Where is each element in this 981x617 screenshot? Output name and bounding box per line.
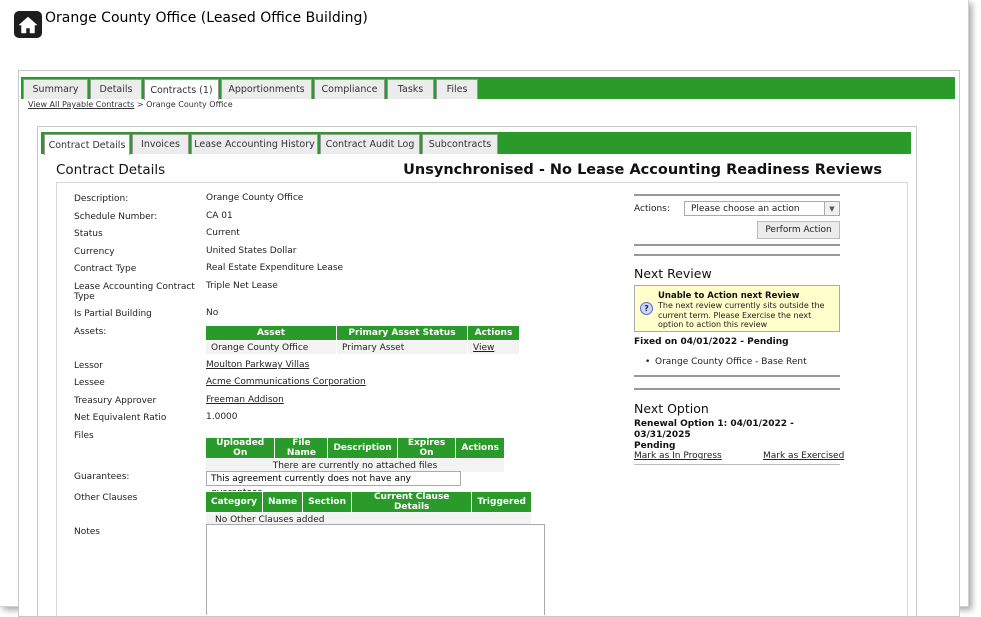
divider: [634, 194, 840, 196]
tab-contracts[interactable]: Contracts (1): [144, 79, 219, 100]
divider: [634, 464, 840, 465]
label-notes: Notes: [74, 527, 100, 537]
files-header-description: Description: [328, 438, 397, 459]
subtab-contract-details[interactable]: Contract Details: [44, 134, 130, 155]
divider: [634, 375, 840, 377]
value-contract-type: Real Estate Expenditure Lease: [206, 263, 344, 273]
clauses-header-triggered: Triggered: [472, 492, 532, 513]
tab-files[interactable]: Files: [436, 79, 478, 99]
view-asset-link[interactable]: View: [473, 342, 495, 353]
files-header-uploaded: Uploaded On: [206, 438, 275, 459]
clauses-table: [205, 491, 532, 527]
perform-action-button[interactable]: Perform Action: [757, 221, 840, 239]
label-treasury-approver: Treasury Approver: [74, 396, 157, 406]
label-partial-building: Is Partial Building: [74, 309, 152, 319]
lessee-link[interactable]: Acme Communications Corporation: [206, 377, 366, 387]
clauses-header-name: Name: [263, 492, 303, 513]
label-lessee: Lessee: [74, 378, 105, 388]
label-status: Status: [74, 229, 103, 239]
subtab-subcontracts[interactable]: Subcontracts: [422, 134, 498, 154]
asset-status: Primary Asset: [337, 341, 468, 355]
option-line-1: Renewal Option 1: 04/01/2022 -: [634, 419, 794, 429]
subtab-contract-audit-log[interactable]: Contract Audit Log: [320, 134, 420, 154]
value-partial-building: No: [206, 308, 219, 318]
label-other-clauses: Other Clauses: [74, 493, 138, 503]
breadcrumb-link-payable-contracts[interactable]: View All Payable Contracts: [28, 100, 135, 109]
label-schedule-number: Schedule Number:: [74, 212, 158, 222]
value-description: Orange County Office: [206, 193, 304, 203]
files-header-expires: Expires On: [397, 438, 456, 459]
clauses-header-category: Category: [206, 492, 263, 513]
review-item: • Orange County Office - Base Rent: [655, 357, 807, 367]
label-contract-type: Contract Type: [74, 264, 137, 274]
action-select[interactable]: [684, 201, 840, 216]
tab-tasks[interactable]: Tasks: [387, 79, 434, 99]
option-line-2: 03/31/2025: [634, 430, 691, 440]
files-table: [205, 437, 505, 473]
home-button[interactable]: [14, 11, 42, 38]
notes-textarea[interactable]: [206, 524, 545, 615]
lessor-link[interactable]: Moulton Parkway Villas: [206, 360, 310, 370]
value-currency: United States Dollar: [206, 246, 297, 256]
subtab-lease-accounting-history[interactable]: Lease Accounting History: [191, 134, 318, 154]
review-warning-box: [634, 285, 840, 332]
breadcrumb: [28, 100, 233, 109]
help-icon: ?: [640, 302, 653, 315]
files-header-actions: Actions: [456, 438, 505, 459]
mark-in-progress-link[interactable]: Mark as In Progress: [634, 451, 722, 461]
action-select-value: Please choose an action: [691, 204, 800, 214]
label-description: Description:: [74, 194, 129, 204]
subtab-invoices[interactable]: Invoices: [132, 134, 189, 154]
assets-header-status: Primary Asset Status: [337, 326, 468, 341]
clauses-header-section: Section: [303, 492, 352, 513]
actions-label: Actions:: [634, 204, 670, 214]
assets-table: [205, 325, 520, 355]
option-status: Pending: [634, 441, 676, 451]
value-schedule-number: CA 01: [206, 211, 233, 221]
next-review-heading: Next Review: [634, 266, 712, 281]
assets-header-actions: Actions: [468, 326, 520, 341]
divider: [634, 388, 840, 390]
status-headline: Unsynchronised - No Lease Accounting Readiness Reviews: [403, 162, 882, 178]
clauses-header-details: Current Clause Details: [352, 492, 472, 513]
guarantees-message: This agreement currently does not have any: [206, 471, 461, 486]
asset-name: Orange County Office: [206, 341, 337, 355]
label-lessor: Lessor: [74, 361, 103, 371]
files-empty-message: There are currently no attached files: [206, 459, 505, 473]
label-assets: Assets:: [74, 327, 107, 337]
value-net-equivalent-ratio: 1.0000: [206, 412, 238, 422]
section-title: Contract Details: [56, 162, 166, 178]
chevron-down-icon: ▼: [824, 202, 839, 215]
page-title: Orange County Office (Leased Office Building): [45, 10, 368, 26]
label-currency: Currency: [74, 247, 115, 257]
files-header-name: File Name: [275, 438, 328, 459]
tab-summary[interactable]: Summary: [23, 79, 88, 99]
tab-details[interactable]: Details: [90, 79, 142, 99]
table-row: [206, 341, 520, 355]
warning-text: The next review currently sits outside the current term. Please Exercise the next option to action this review: [658, 301, 825, 329]
label-guarantees: Guarantees:: [74, 472, 130, 482]
label-net-equivalent-ratio: Net Equivalent Ratio: [74, 413, 167, 423]
divider: [634, 244, 840, 246]
treasury-approver-link[interactable]: Freeman Addison: [206, 395, 284, 405]
breadcrumb-current: Orange County Office: [146, 100, 233, 109]
next-option-heading: Next Option: [634, 401, 709, 416]
fixed-review-status: Fixed on 04/01/2022 - Pending: [634, 337, 789, 347]
tab-compliance[interactable]: Compliance: [314, 79, 385, 99]
label-files: Files: [74, 431, 94, 441]
divider: [634, 254, 840, 256]
mark-exercised-link[interactable]: Mark as Exercised: [763, 451, 845, 461]
value-lease-accounting-contract-type: Triple Net Lease: [206, 281, 278, 291]
breadcrumb-separator: >: [136, 100, 144, 109]
home-icon: [18, 16, 38, 34]
value-status: Current: [206, 228, 240, 238]
clauses-empty-message: No Other Clauses added: [206, 513, 532, 527]
assets-header-asset: Asset: [206, 326, 337, 341]
tab-apportionments[interactable]: Apportionments: [221, 79, 312, 99]
warning-title: Unable to Action next Review: [658, 291, 800, 301]
label-lease-accounting-contract-type: Lease Accounting Contract Type: [74, 282, 195, 302]
